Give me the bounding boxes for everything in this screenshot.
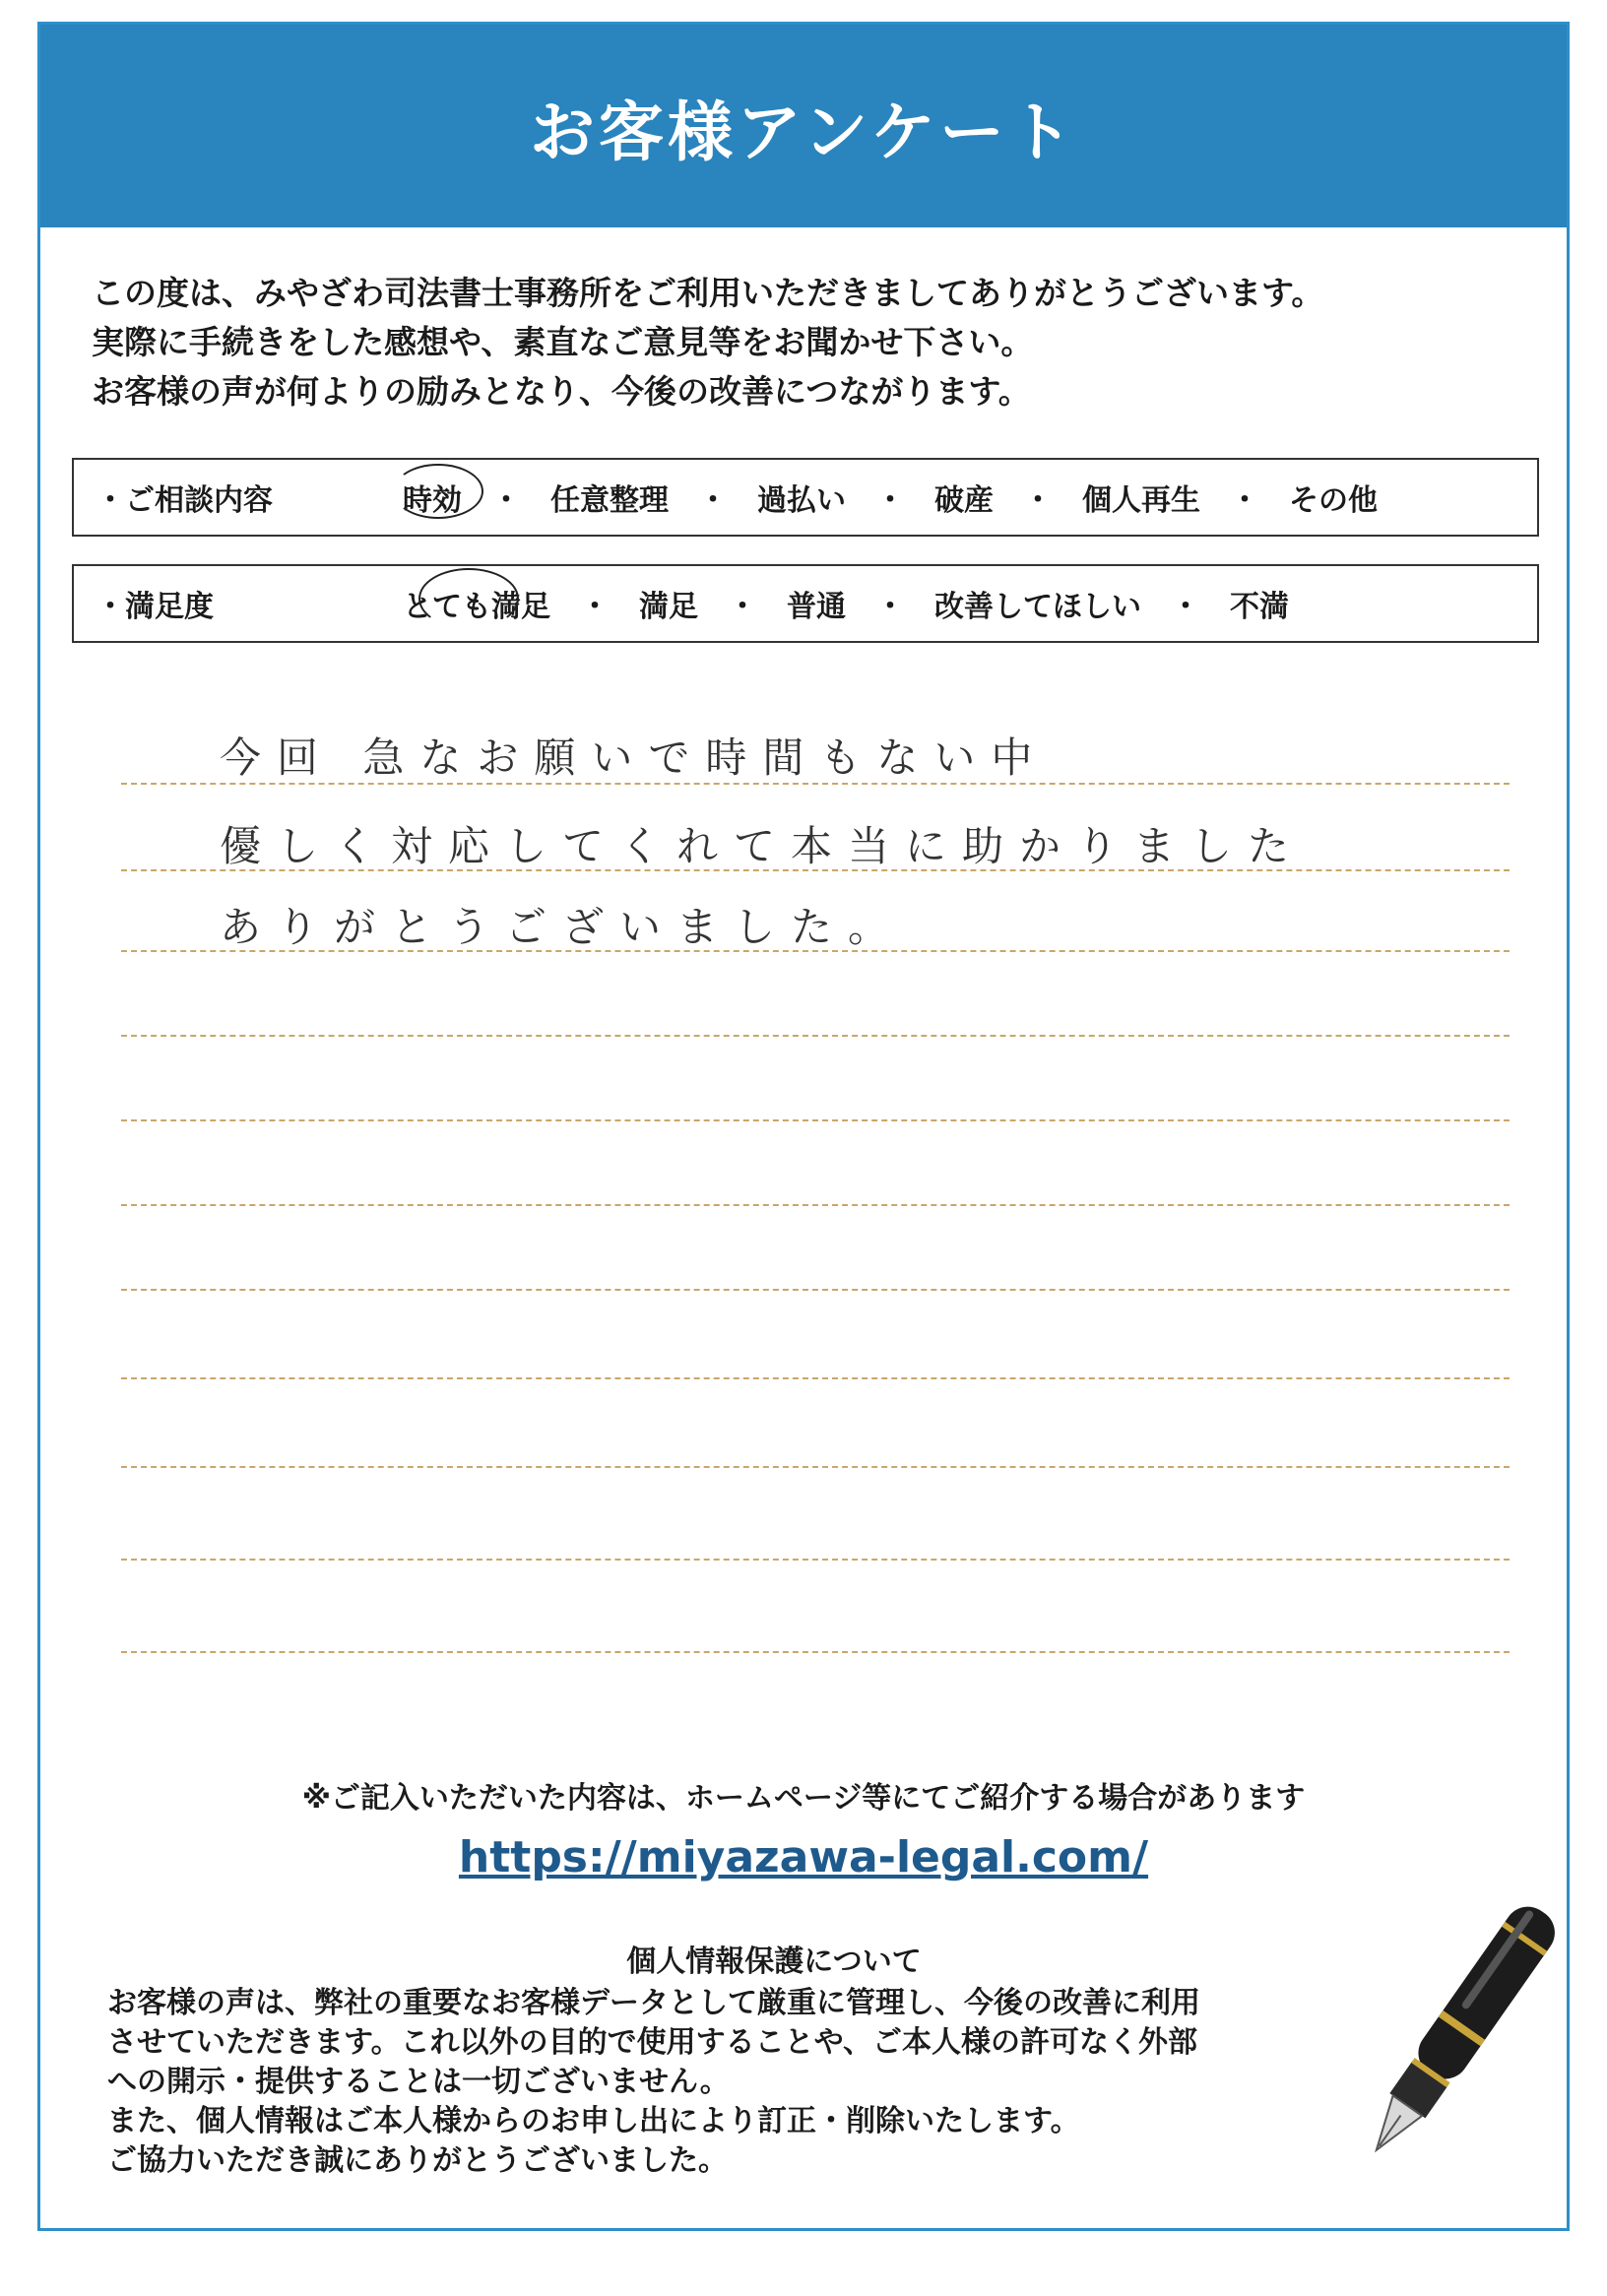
- ruled-line: [121, 1466, 1510, 1468]
- fountain-pen-icon: [1330, 1876, 1586, 2191]
- ruled-line: [121, 1377, 1510, 1379]
- privacy-title: 個人情報保護について: [626, 1945, 922, 1979]
- comment-line-text: 今回 急なお願いで時間もない中: [220, 733, 1049, 782]
- intro-line: 実際に手続きをした感想や、素直なご意見等をお聞かせ下さい。: [92, 323, 1034, 361]
- intro-line: この度は、みやざわ司法書士事務所をご利用いただきましてありがとうございます。: [92, 274, 1324, 312]
- privacy-text: [107, 1984, 1387, 2181]
- satisfaction-option[interactable]: 不満: [1230, 590, 1289, 624]
- ruled-line: [121, 1119, 1510, 1121]
- ruled-line: [121, 950, 1510, 952]
- ruled-line: [121, 869, 1510, 871]
- satisfaction-option-selected[interactable]: とても満足: [399, 582, 554, 625]
- privacy-line: お客様の声は、弊社の重要なお客様データとして厳重に管理し、今後の改善に利用: [107, 1986, 1200, 2020]
- privacy-line: への開示・提供することは一切ございません。: [107, 2065, 730, 2099]
- consultation-option[interactable]: 破産: [934, 483, 994, 518]
- satisfaction-options: とても満足 ・ 満足 ・ 普通 ・ 改善してほしい ・ 不満: [399, 582, 1537, 625]
- consultation-label: ・ご相談内容: [96, 483, 273, 518]
- header-banner: [40, 25, 1567, 227]
- satisfaction-option[interactable]: 満足: [639, 590, 698, 624]
- publication-note: ※ご記入いただいた内容は、ホームページ等にてご紹介する場合があります: [301, 1781, 1306, 1816]
- privacy-line: ご協力いただき誠にありがとうございました。: [107, 2143, 728, 2178]
- satisfaction-option[interactable]: 改善してほしい: [934, 590, 1141, 624]
- ruled-line: [121, 1035, 1510, 1037]
- consultation-row: [72, 458, 1539, 537]
- intro-text: [92, 269, 1529, 416]
- consultation-option[interactable]: 過払い: [757, 483, 846, 518]
- website-link[interactable]: https://miyazawa-legal.com/: [458, 1832, 1149, 1882]
- consultation-option[interactable]: 任意整理: [550, 483, 669, 518]
- satisfaction-row: [72, 564, 1539, 643]
- ruled-line: [121, 1289, 1510, 1291]
- consultation-options: 時効 ・ 任意整理 ・ 過払い ・ 破産 ・ 個人再生 ・ その他: [399, 476, 1537, 519]
- satisfaction-label: ・満足度: [96, 590, 214, 624]
- intro-line: お客様の声が何よりの励みとなり、今後の改善につながります。: [92, 372, 1031, 411]
- privacy-line: させていただきます。これ以外の目的で使用することや、ご本人様の許可なく外部: [107, 2025, 1197, 2060]
- ruled-line: [121, 1204, 1510, 1206]
- satisfaction-option[interactable]: 普通: [787, 590, 846, 624]
- ruled-line: [121, 1651, 1510, 1653]
- consultation-option[interactable]: 個人再生: [1082, 483, 1200, 518]
- comment-line-text: ありがとうございました。: [220, 903, 906, 951]
- page-title: お客様アンケート: [529, 94, 1078, 170]
- survey-frame: [37, 22, 1570, 2231]
- consultation-option[interactable]: その他: [1289, 483, 1378, 518]
- consultation-option-selected[interactable]: 時効: [399, 476, 466, 519]
- ruled-line: [121, 783, 1510, 785]
- ruled-line: [121, 1559, 1510, 1561]
- privacy-line: また、個人情報はご本人様からのお申し出により訂正・削除いたします。: [107, 2104, 1080, 2138]
- comment-line-text: 優しく対応してくれて本当に助かりました: [220, 822, 1306, 870]
